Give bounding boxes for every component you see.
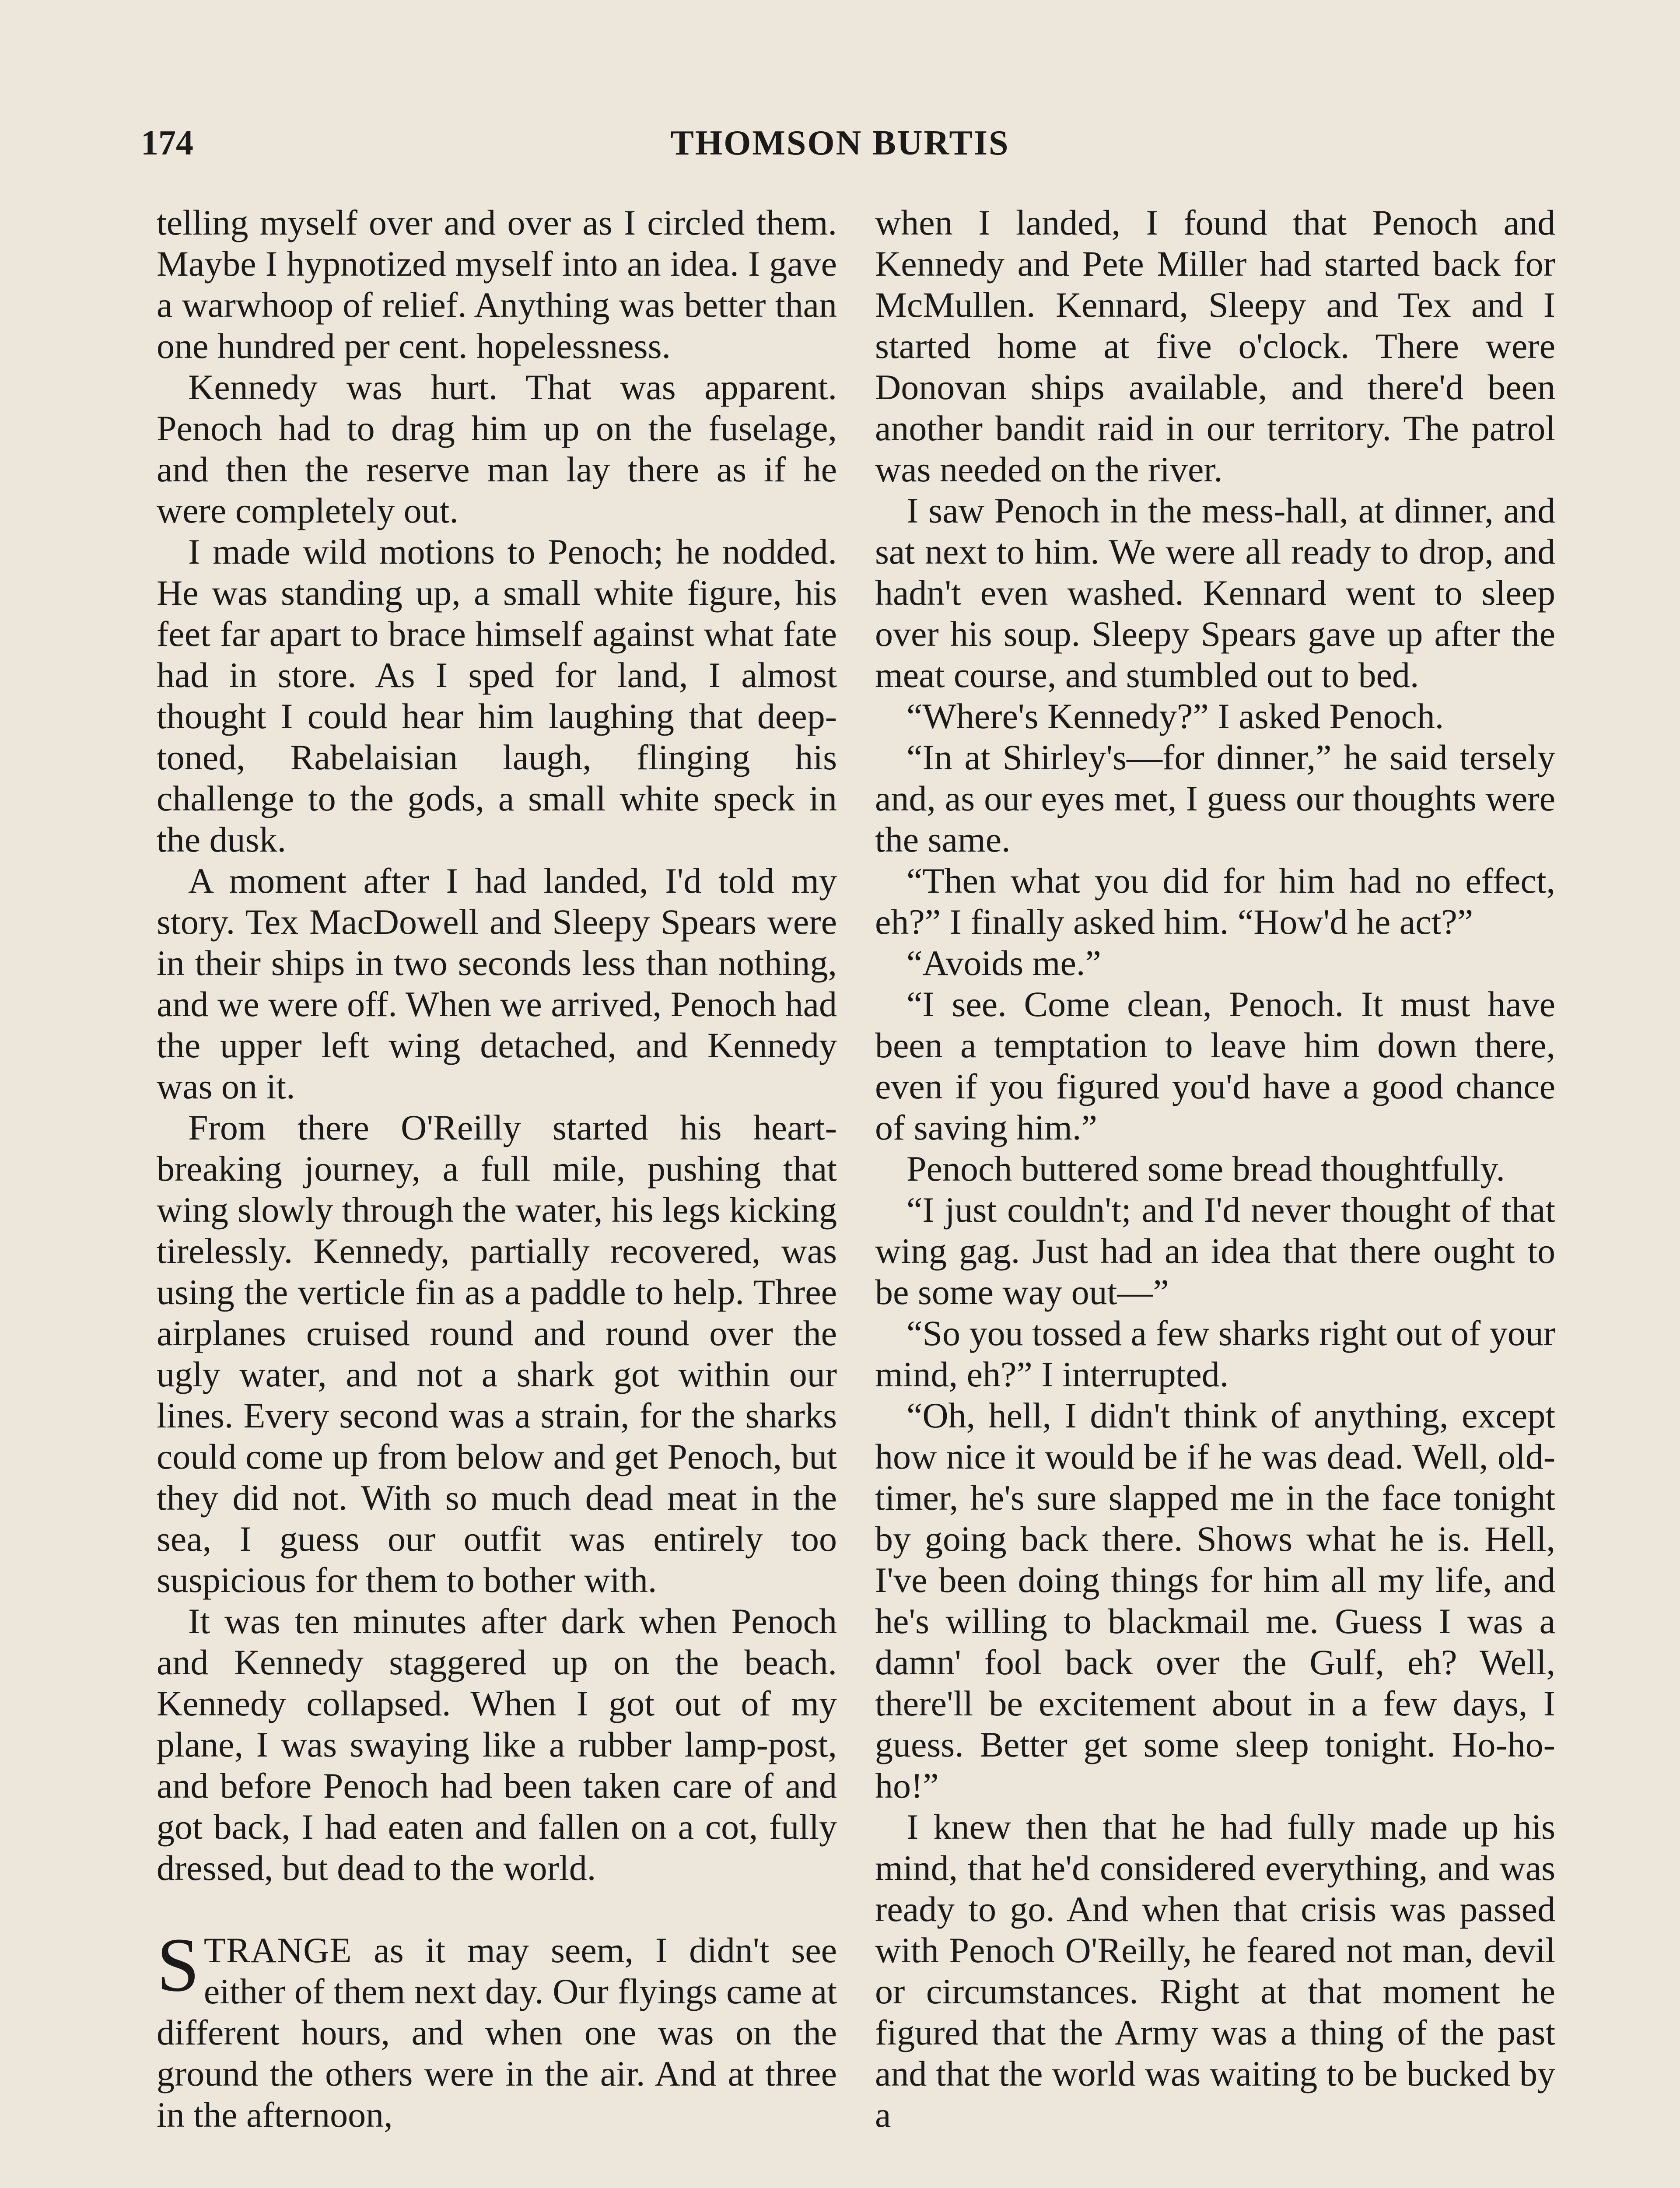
page-number: 174 — [141, 124, 193, 162]
paragraph: when I landed, I found that Penoch and Kennedy and Pete Miller had started back for McMullen. Kennard, Sleepy and Tex and I started home at five o'clock. There were Donovan ships available, and there'd been another bandit raid in our territory. The patrol was needed on the river. — [875, 203, 1555, 489]
paragraph: I knew then that he had fully made up his mind, that he'd considered everything, and was ready to go. And when that crisis was passed with Penoch O'Reilly, he feared not man, devil or circumstances. Right at that moment he figured that the Army was a thing of the past and that the world was waiting to be bucked by a — [875, 1807, 1555, 2135]
paragraph: “Where's Kennedy?” I asked Penoch. — [906, 696, 1444, 736]
paragraph: “I just couldn't; and I'd never thought of that wing gag. Just had an idea that there ought to be some way out—” — [875, 1190, 1555, 1312]
paragraph: “Avoids me.” — [906, 943, 1101, 983]
paragraph: “Oh, hell, I didn't think of anything, except how nice it would be if he was dead. Well, old-timer, he's sure slapped me in the face tonight by going back there. Shows what he is. Hell, I've been doing things for him all my life, and he's willing to blackmail me. Guess I was a damn' fool back over the Gulf, eh? Well, there'll be excitement about in a few days, I guess. Better get some sleep tonight. Ho-ho-ho!” — [875, 1396, 1555, 1806]
paragraph: “So you tossed a few sharks right out of your mind, eh?” I interrupted. — [875, 1313, 1555, 1394]
paragraph: Kennedy was hurt. That was apparent. Penoch had to drag him up on the fuselage, and then the reserve man lay there as if he were completely out. — [157, 367, 837, 530]
paragraph: I made wild motions to Penoch; he nodded. He was standing up, a small white figure, his feet far apart to brace himself against what fate had in store. As I sped for land, I almost thought I could hear him laughing that deep-toned, Rabelaisian laugh, flinging his challenge to the gods, a small white speck in the dusk. — [157, 532, 837, 859]
paragraph: From there O'Reilly started his heart-breaking journey, a full mile, pushing that wing slowly through the water, his legs kicking tirelessly. Kennedy, partially recovered, was using the verticle fin as a paddle to help. Three airplanes cruised round and round over the ugly water, and not a shark got within our lines. Every second was a strain, for the sharks could come up from below and get Penoch, but they did not. With so much dead meat in the sea, I guess our outfit was entirely too suspicious for them to bother with. — [157, 1108, 837, 1600]
small-caps-word: TRANGE — [203, 1930, 352, 1970]
paragraph: “Then what you did for him had no effect, eh?” I finally asked him. “How'd he act?” — [875, 861, 1555, 942]
right-column — [875, 202, 1555, 2135]
paragraph: telling myself over and over as I circled them. Maybe I hypnotized myself into an idea. I gave a warwhoop of relief. Anything was better than one hundred per cent. hopelessness. — [157, 203, 837, 366]
left-column — [157, 202, 837, 2135]
section-opening-paragraph — [157, 1922, 837, 2135]
running-head: THOMSON BURTIS — [670, 124, 1010, 162]
paragraph: A moment after I had landed, I'd told my story. Tex MacDowell and Sleepy Spears were in their ships in two seconds less than nothing, and we were off. When we arrived, Penoch had the upper left wing detached, and Kennedy was on it. — [157, 861, 837, 1106]
paragraph: It was ten minutes after dark when Penoch and Kennedy staggered up on the beach. Kennedy collapsed. When I got out of my plane, I was swaying like a rubber lamp-post, and before Penoch had been taken care of and got back, I had eaten and fallen on a cot, fully dressed, but dead to the world. — [157, 1601, 837, 1888]
paragraph: “I see. Come clean, Penoch. It must have been a temptation to leave him down there, even if you figured you'd have a good chance of saving him.” — [875, 984, 1555, 1147]
paragraph: Penoch buttered some bread thoughtfully. — [906, 1149, 1505, 1189]
drop-cap: S — [157, 1922, 200, 2008]
paragraph: I saw Penoch in the mess-hall, at dinner, and sat next to him. We were all ready to drop, and hadn't even washed. Kennard went to sleep over his soup. Sleepy Spears gave up after the meat course, and stumbled out to bed. — [875, 491, 1555, 695]
paragraph: “In at Shirley's—for dinner,” he said tersely and, as our eyes met, I guess our thoughts were the same. — [875, 737, 1555, 859]
paragraph-text: as it may seem, I didn't see either of them next day. Our flyings came at different hours, and when one was on the ground the others were in the air. And at three in the afternoon, — [157, 1930, 837, 2135]
